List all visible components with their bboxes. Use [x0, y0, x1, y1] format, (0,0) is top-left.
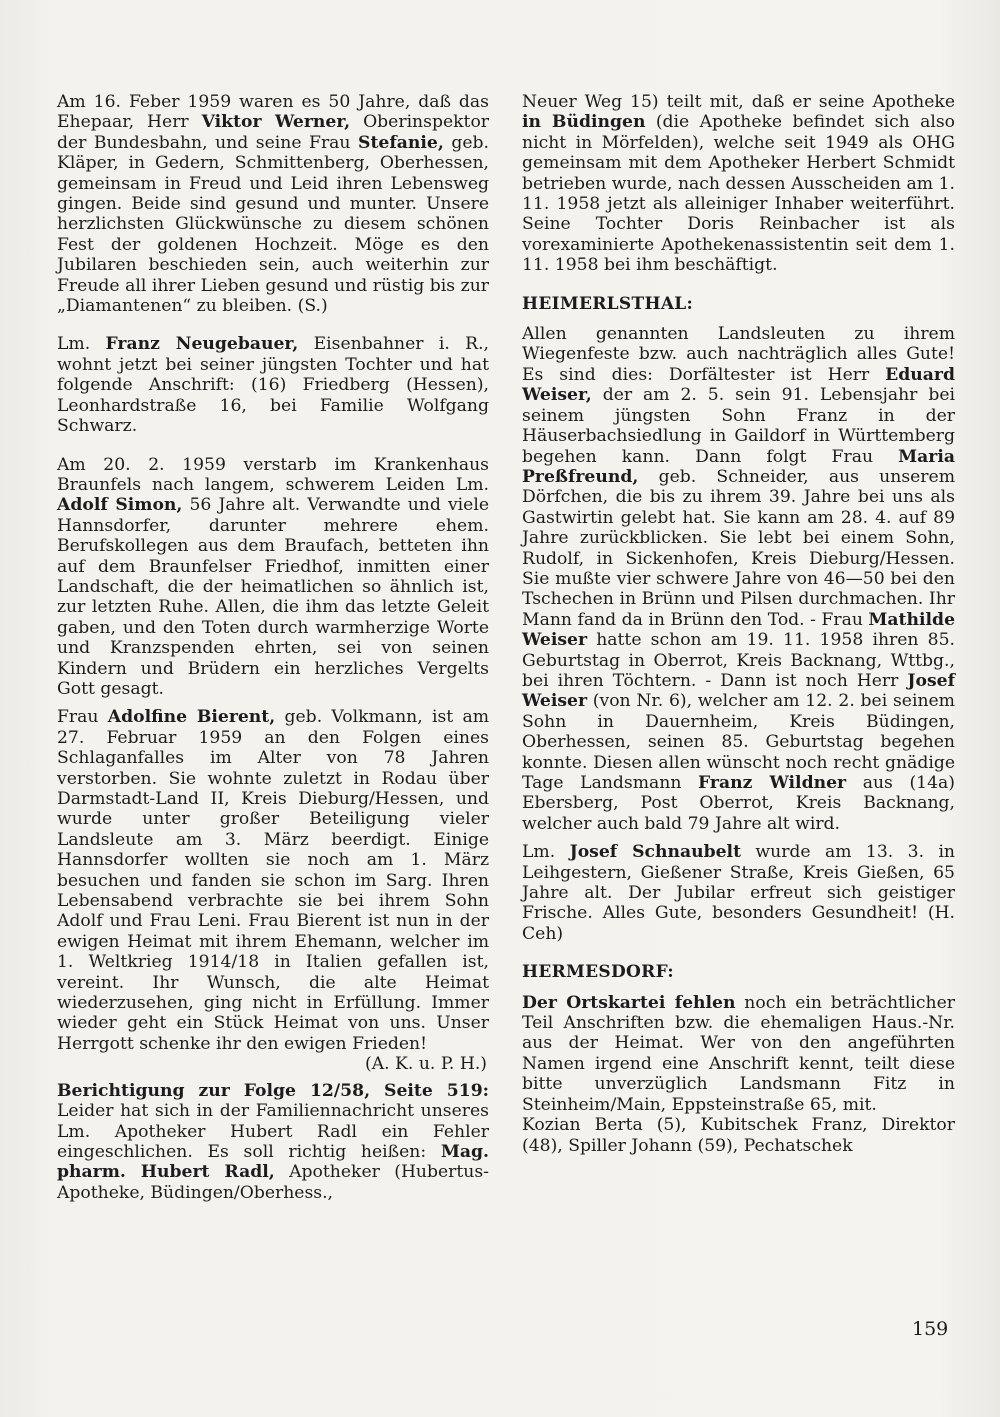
correction-heading: Berichtigung zur Folge 12/58, Seite 519: — [57, 1080, 489, 1101]
text: 56 Jahre alt. Verwandte und viele Hannsdorfer, darunter mehrere ehem. Berufskollegen aus dem Braufach, betteten ihn auf dem Braunfelser Friedhof, inmitten einer Landschaft, die der heimatlichen so ähnlich ist, zur letzten Ruhe. Allen, die ihm das letzte Geleit gaben, und den Toten durch warmherzige Worte und Kranzspenden ehrten, sei von seinen Kindern und Brüdern ein herzliches Vergelts Gott gesagt. — [57, 495, 489, 699]
section-heading-hermesdorf: HERMESDORF: — [522, 962, 674, 983]
text: wurde am 13. 3. in Leihgestern, Gießener Straße, Kreis Gießen, 65 Jahre alt. Der Jubilar erfreut sich geistiger Frische. Alles Gute, besonders Gesundheit! (H. Ceh) — [522, 842, 956, 944]
article-ortskartei — [522, 993, 955, 1115]
text: noch ein beträchtlicher Teil Anschriften bzw. die ehemaligen Haus.-Nr. aus der Heimat. Wer von den angeführten Namen irgend eine Anschrift kennt, teilt diese bitte unverzüglich Landsmann Fitz in Steinheim/Main, Eppsteinstraße 65, mit. — [522, 992, 956, 1115]
article-heimerlsthal-birthdays — [522, 324, 955, 834]
name-maria-pressfreund: Maria Preßfreund, — [522, 446, 955, 487]
page-number: 159 — [912, 1318, 949, 1340]
name-josef-schnaubelt: Josef Schnaubelt — [569, 842, 742, 863]
name-franz-wildner: Franz Wildner — [698, 773, 847, 793]
text: Am 16. Feber 1959 waren es 50 Jahre, daß das Ehepaar, Herr — [57, 92, 489, 133]
text: Kozian Berta (5), Kubitschek Franz, Direktor (48), Spiller Johann (59), Pechatschek — [522, 1115, 955, 1156]
text: Lm. — [522, 842, 570, 863]
text: Am 20. 2. 1959 verstarb im Krankenhaus Braunfels nach langem, schwerem Leiden Lm. — [57, 454, 489, 495]
name-viktor-werner: Viktor Werner, — [201, 112, 351, 133]
name-josef-weiser: Josef Weiser — [522, 670, 955, 712]
name-adolf-simon: Adolf Simon, — [57, 495, 183, 516]
name-franz-neugebauer: Franz Neugebauer, — [105, 334, 299, 355]
text: Lm. — [57, 334, 106, 355]
right-column — [522, 92, 955, 1156]
text: Allen genannten Landsleuten zu ihrem Wiegenfeste bzw. auch nachträglich alles Gute! Es sind dies: Dorfältester ist Herr — [522, 324, 955, 385]
text: hatte schon am 19. 11. 1958 ihren 85. Geburtstag in Oberrot, Kreis Backnang, Wttbg., bei ihren Töchtern. - Dann ist noch Herr — [522, 630, 955, 691]
text: Frau — [57, 707, 108, 728]
name-hubert-radl: Mag. pharm. Hubert Radl, — [57, 1141, 489, 1183]
missing-names-list — [522, 1115, 955, 1156]
article-radl-continued — [522, 92, 955, 276]
text: Eisenbahner i. R., wohnt jetzt bei seiner jüngsten Tochter und hat folgende Anschrift: (16) Friedberg (Hessen), Leonhardstraße 16, bei Familie Wolfgang Schwarz. — [57, 334, 489, 437]
text: Neuer Weg 15) teilt mit, daß er seine Apotheke — [522, 92, 955, 112]
name-adolfine-bierent: Adolfine Bierent, — [107, 707, 276, 728]
article-werner-anniversary — [57, 92, 489, 316]
name-mathilde-weiser: Mathilde Weiser — [522, 609, 955, 651]
text: geb. Volkmann, ist am 27. Februar 1959 an den Folgen eines Schlaganfalles im Alter von 78 Jahren verstorben. Sie wohnte zuletzt in Rodau über Darmstadt-Land II, Kreis Dieburg/Hessen, und wurde unter großer Beteiligung vieler Landsleute am 3. März beerdigt. Einige Hannsdorfer wollten sie noch am 1. März besuchen und fanden sie schon im Sarg. Ihren Lebensabend verbrachte sie bei ihrem Sohn Adolf und Frau Leni. Frau Bierent ist nun in der ewigen Heimat mit ihrem Ehemann, welcher im 1. Weltkrieg 1914/18 in Italien gefallen ist, vereint. Ihr Wunsch, die alte Heimat wiederzusehen, ging nicht in Erfüllung. Immer wieder geht ein Stück Heimat von uns. Unser Herrgott schenke ihr den ewigen Frieden! — [57, 707, 489, 1054]
article-correction-radl — [57, 1081, 489, 1203]
article-bierent-obituary — [57, 707, 489, 1054]
text: (von Nr. 6), welcher am 12. 2. bei seinem Sohn in Dauernheim, Kreis Büdingen, Oberhessen, seinen 85. Geburtstag begehen konnte. Diesen allen wünscht noch recht gnädige Tage Landsmann — [522, 691, 955, 793]
article-neugebauer-address — [57, 334, 489, 436]
section-heading-heimerlsthal: HEIMERLSTHAL: — [522, 293, 694, 314]
signature-akuph: (A. K. u. P. H.) — [365, 1054, 487, 1075]
text: Oberinspektor der Bundesbahn, und seine Frau — [57, 112, 490, 153]
text: (die Apotheke befindet sich also nicht in Mörfelden), welche seit 1949 als OHG gemeinsam mit dem Apotheker Herbert Schmidt betrieben wurde, nach dessen Ausscheiden am 1. 11. 1958 jetzt als alleiniger Inhaber weiterführt. Seine Tochter Doris Reinbacher ist als vorexaminierte Apothekenassistentin seit dem 1. 11. 1958 bei ihm beschäftigt. — [522, 112, 955, 276]
text: aus (14a) Ebersberg, Post Oberrot, Kreis Backnang, welcher auch bald 79 Jahre alt wird. — [522, 773, 955, 834]
text: geb. Schneider, aus unserem Dörfchen, die bis zu ihrem 39. Jahre bei uns als Gastwirtin gelebt hat. Sie kann am 28. 4. auf 89 Jahre zurückblicken. Sie lebt bei einem Sohn, Rudolf, in Sickenhofen, Kreis Dieburg/Hessen. Sie mußte vier schwere Jahre von 46—50 bei den Tschechen in Brünn und Pilsen durchmachen. Ihr Mann fand da in Brünn den Tod. - Frau — [522, 466, 955, 630]
text: geb. Kläper, in Gedern, Schmittenberg, Oberhessen, gemeinsam in Freud und Leid ihren Lebensweg gingen. Beide sind gesund und munter. Unsere herzlichsten Glückwünsche zu diesem schönen Fest der goldenen Hochzeit. Möge es den Jubilaren beschieden sein, auch weiterhin zur Freude all ihrer Lieben gesund und rüstig bis zur „Diamantenen“ zu bleiben. (S.) — [57, 132, 489, 317]
left-column — [57, 92, 489, 1221]
article-simon-obituary — [57, 455, 489, 700]
text: Apotheker (Hubertus-Apotheke, Büdingen/Oberhess., — [57, 1162, 489, 1203]
text: Leider hat sich in der Familiennachricht unseres Lm. Apotheker Hubert Radl ein Fehler eingeschlichen. Es soll richtig heißen: — [57, 1101, 489, 1162]
place-buedingen: in Büdingen — [522, 112, 646, 133]
name-eduard-weiser: Eduard Weiser, — [522, 364, 955, 406]
text: der am 2. 5. sein 91. Lebensjahr bei seinem jüngsten Sohn Franz in der Häuserbachsiedlung in Gaildorf in Württemberg begehen kann. Dann folgt Frau — [522, 385, 955, 467]
name-stefanie: Stefanie, — [358, 132, 444, 153]
article-schnaubelt-birthday — [522, 842, 955, 944]
ortskartei-lead: Der Ortskartei fehlen — [522, 992, 736, 1013]
